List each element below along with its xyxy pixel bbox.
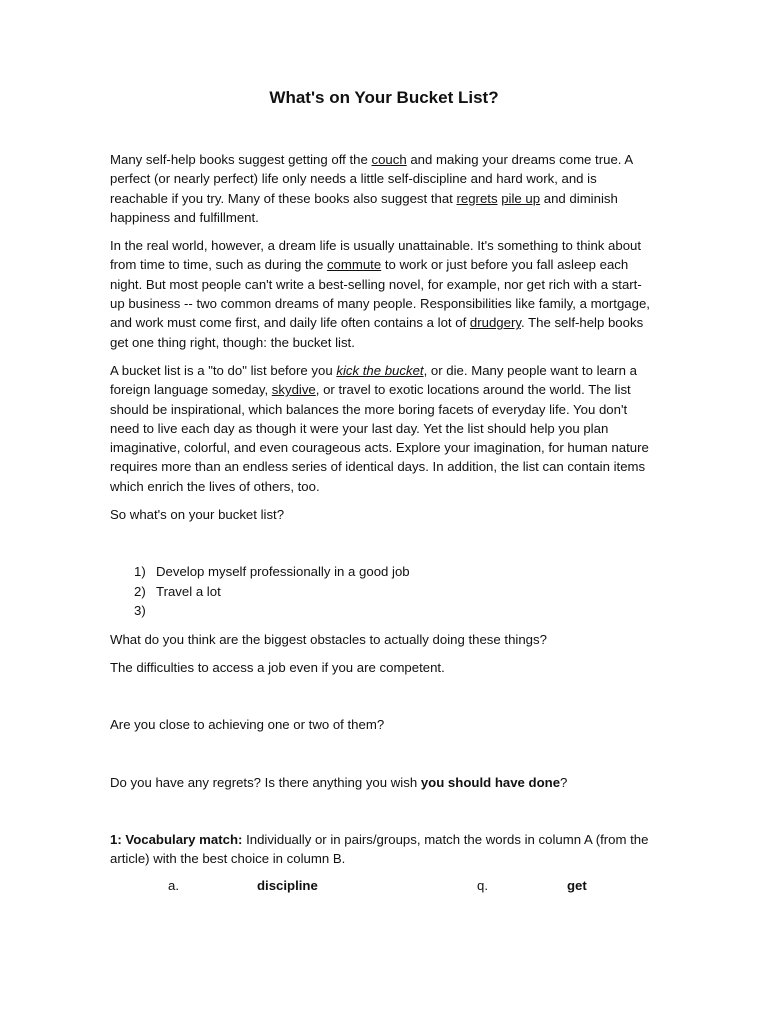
- list-item: [110, 562, 655, 582]
- question-obstacles: What do you think are the biggest obstacles to actually doing these things?: [110, 631, 547, 647]
- text-run: to work or just before you fall asleep each night. But most people can't write a best-selling novel, for example, nor get rich with a start-up business -- two common dreams of many people. Responsibilities like family, a mortgage, and work must come first, and daily life often contains a lot of: [110, 257, 650, 331]
- text-run: and making your dreams come true. A perfect (or nearly perfect) life only needs a little self-discipline and hard work, and is reachable if you try. Many of these books also suggest that: [110, 152, 633, 206]
- answer-obstacles: The difficulties to access a job even if you are competent.: [110, 660, 445, 676]
- text-run: Individually or in pairs/groups, match the words in column A (from the article) with the best choice in column B.: [110, 832, 649, 867]
- section-heading: 1: Vocabulary match:: [110, 832, 243, 848]
- question-close: Are you close to achieving one or two of them?: [110, 717, 385, 733]
- list-text: Travel a lot: [156, 583, 221, 599]
- text-run: In the real world, however, a dream life is usually unattainable. It's something to think about from time to time, such as during the: [110, 238, 642, 273]
- text-run: Many self-help books suggest getting off the: [110, 152, 372, 167]
- text-run: ?: [560, 774, 568, 790]
- text-run: . The self-help books get one thing right, though: the bucket list.: [110, 315, 644, 350]
- column-b-letter: q.: [477, 877, 488, 893]
- vocab-word-couch: couch: [371, 152, 407, 167]
- article-body: [110, 150, 655, 898]
- vocab-word-pile-up: pile up: [501, 190, 541, 206]
- list-item: [110, 582, 655, 602]
- list-number: 2): [134, 583, 146, 599]
- list-item: [110, 601, 655, 621]
- text-run: and diminish happiness and fulfillment.: [110, 190, 618, 225]
- vocab-word-skydive: skydive: [271, 382, 316, 398]
- list-number: 1): [134, 564, 146, 580]
- text-run: , or die. Many people want to learn a foreign language someday,: [110, 362, 637, 398]
- text-run: , or travel to exotic locations around the world. The list should be inspirational, which balances the more boring facets of everyday life. You don't need to live each day as though it were your last day. Yet the list should help you plan imaginative, colorful, and even courageous acts. Explore your imagination, for human nature requires more than an endless series of identical days. In addition, the list can contain items which enrich the lives of others, too.: [110, 382, 649, 494]
- column-a-letter: a.: [168, 877, 179, 893]
- column-b-word: get: [567, 877, 587, 893]
- match-row: [110, 878, 655, 898]
- vocabulary-instructions: [110, 830, 655, 869]
- question-bucket-list: So what's on your bucket list?: [110, 507, 285, 523]
- text-run: A bucket list is a "to do" list before you: [110, 362, 337, 378]
- page-title: What's on Your Bucket List?: [269, 88, 499, 107]
- paragraph-1: [110, 150, 655, 227]
- vocab-word-drudgery: drudgery: [469, 315, 521, 331]
- vocab-word-kick-the-bucket: kick the bucket: [336, 362, 424, 378]
- paragraph-3: [110, 361, 655, 496]
- list-text: Develop myself professionally in a good job: [156, 564, 410, 580]
- bold-phrase: you should have done: [420, 774, 561, 790]
- column-a-word: discipline: [257, 877, 318, 893]
- vocab-word-commute: commute: [326, 257, 382, 273]
- bucket-list: [110, 562, 655, 621]
- paragraph-2: [110, 236, 655, 352]
- text-run: Do you have any regrets? Is there anything you wish: [110, 774, 421, 790]
- vocab-word-regrets: regrets: [456, 190, 498, 206]
- list-number: 3): [134, 603, 146, 619]
- question-regrets: [110, 773, 655, 792]
